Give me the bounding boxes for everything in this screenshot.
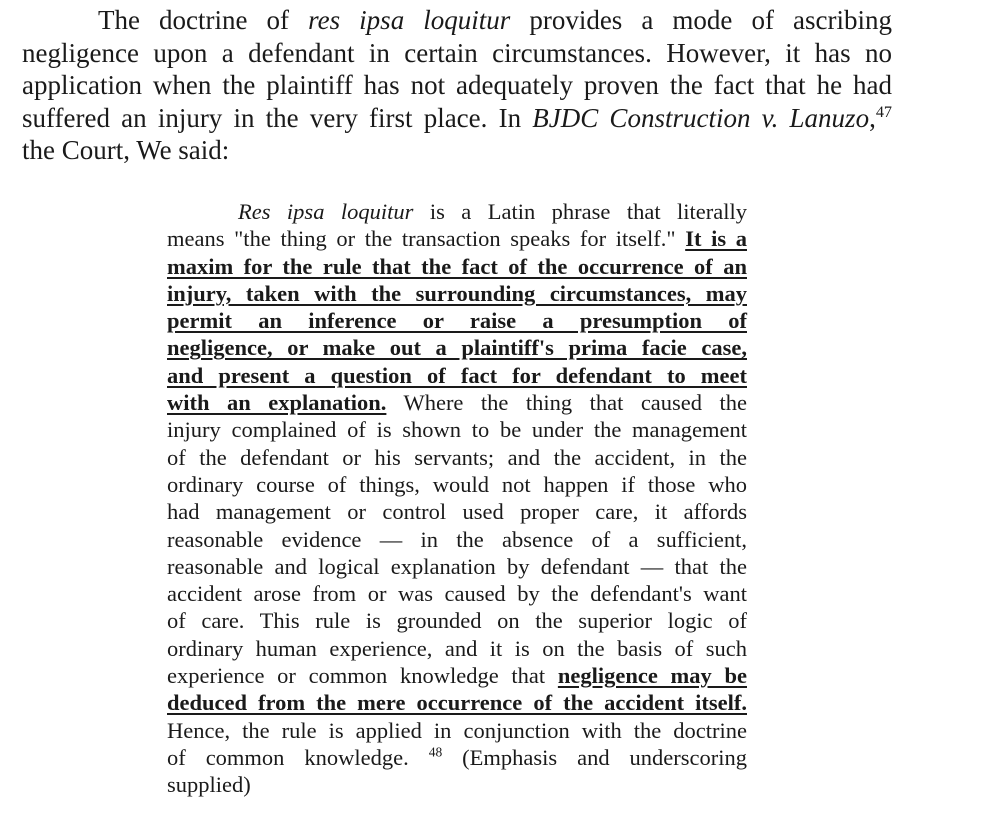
footnote-ref-47[interactable]: 47 [875, 102, 893, 121]
quote-line [167, 198, 747, 225]
quote-line: accident arose from or was caused by the defendant's want [167, 581, 747, 607]
paragraph-line: negligence upon a defendant in certain circumstances. However, it has no [22, 37, 892, 68]
quote-line-emphasized: injury, taken with the surrounding circumstances, may [167, 280, 747, 306]
quote-line: reasonable and logical explanation by defendant — that the [167, 553, 747, 579]
paragraph-line: the Court, We said: [22, 135, 230, 165]
quote-line-emphasized: negligence, or make out a plaintiff's prima facie case, [167, 335, 747, 361]
quote-line: Hence, the rule is applied in conjunction with the doctrine [167, 717, 747, 743]
emphasized-text: negligence may be [557, 663, 747, 689]
quote-line: of the defendant or his servants; and the accident, in the [167, 444, 747, 470]
body-paragraph [22, 4, 892, 167]
paragraph-line: application when the plaintiff has not adequately proven the fact that he had [22, 70, 892, 100]
text-run: Where the thing that caused the [386, 390, 748, 416]
latin-term: res ipsa loquitur [308, 5, 511, 35]
quote-line: ordinary human experience, and it is on the basis of such [167, 635, 747, 661]
quote-line-emphasized: deduced from the mere occurrence of the accident itself. [167, 690, 747, 716]
text-run: of common knowledge. [167, 744, 429, 770]
text-run: suffered an injury in the very first place. In [22, 102, 533, 133]
quote-line: ordinary course of things, would not happen if those who [167, 471, 747, 497]
quote-line-emphasized: maxim for the rule that the fact of the occurrence of an [167, 253, 747, 279]
text-run: means "the thing or the transaction speaks for itself." [167, 226, 686, 252]
case-citation: BJDC Construction v. Lanuzo [532, 102, 870, 133]
quote-line-emphasized: and present a question of fact for defendant to meet [167, 362, 747, 388]
quote-line: had management or control used proper care, it affords [167, 499, 747, 525]
attribution-note: (Emphasis and underscoring [442, 744, 747, 770]
footnote-ref-48[interactable]: 48 [428, 744, 443, 760]
emphasized-text: with an explanation. [167, 390, 387, 416]
text-run: experience or common knowledge that [167, 663, 558, 689]
text-run: is a Latin phrase that literally [413, 199, 747, 224]
quote-line [167, 389, 747, 416]
quote-line: injury complained of is shown to be under the management [167, 417, 747, 443]
text-run: The doctrine of [98, 5, 309, 35]
text-run: provides a mode of ascribing [510, 5, 892, 35]
block-quote [167, 198, 747, 799]
quote-line: supplied) [167, 772, 251, 798]
quote-line: reasonable evidence — in the absence of a sufficient, [167, 526, 747, 552]
paragraph-line [22, 4, 892, 37]
latin-term: Res ipsa loquitur [238, 199, 414, 224]
emphasized-text: It is a [685, 226, 747, 252]
text-run: , [869, 102, 876, 133]
quote-line [167, 744, 747, 771]
quote-line: of care. This rule is grounded on the superior logic of [167, 608, 747, 634]
quote-line [167, 662, 747, 689]
quote-line-emphasized: permit an inference or raise a presumption of [167, 308, 747, 334]
quote-line [167, 225, 747, 252]
paragraph-line [22, 102, 892, 135]
